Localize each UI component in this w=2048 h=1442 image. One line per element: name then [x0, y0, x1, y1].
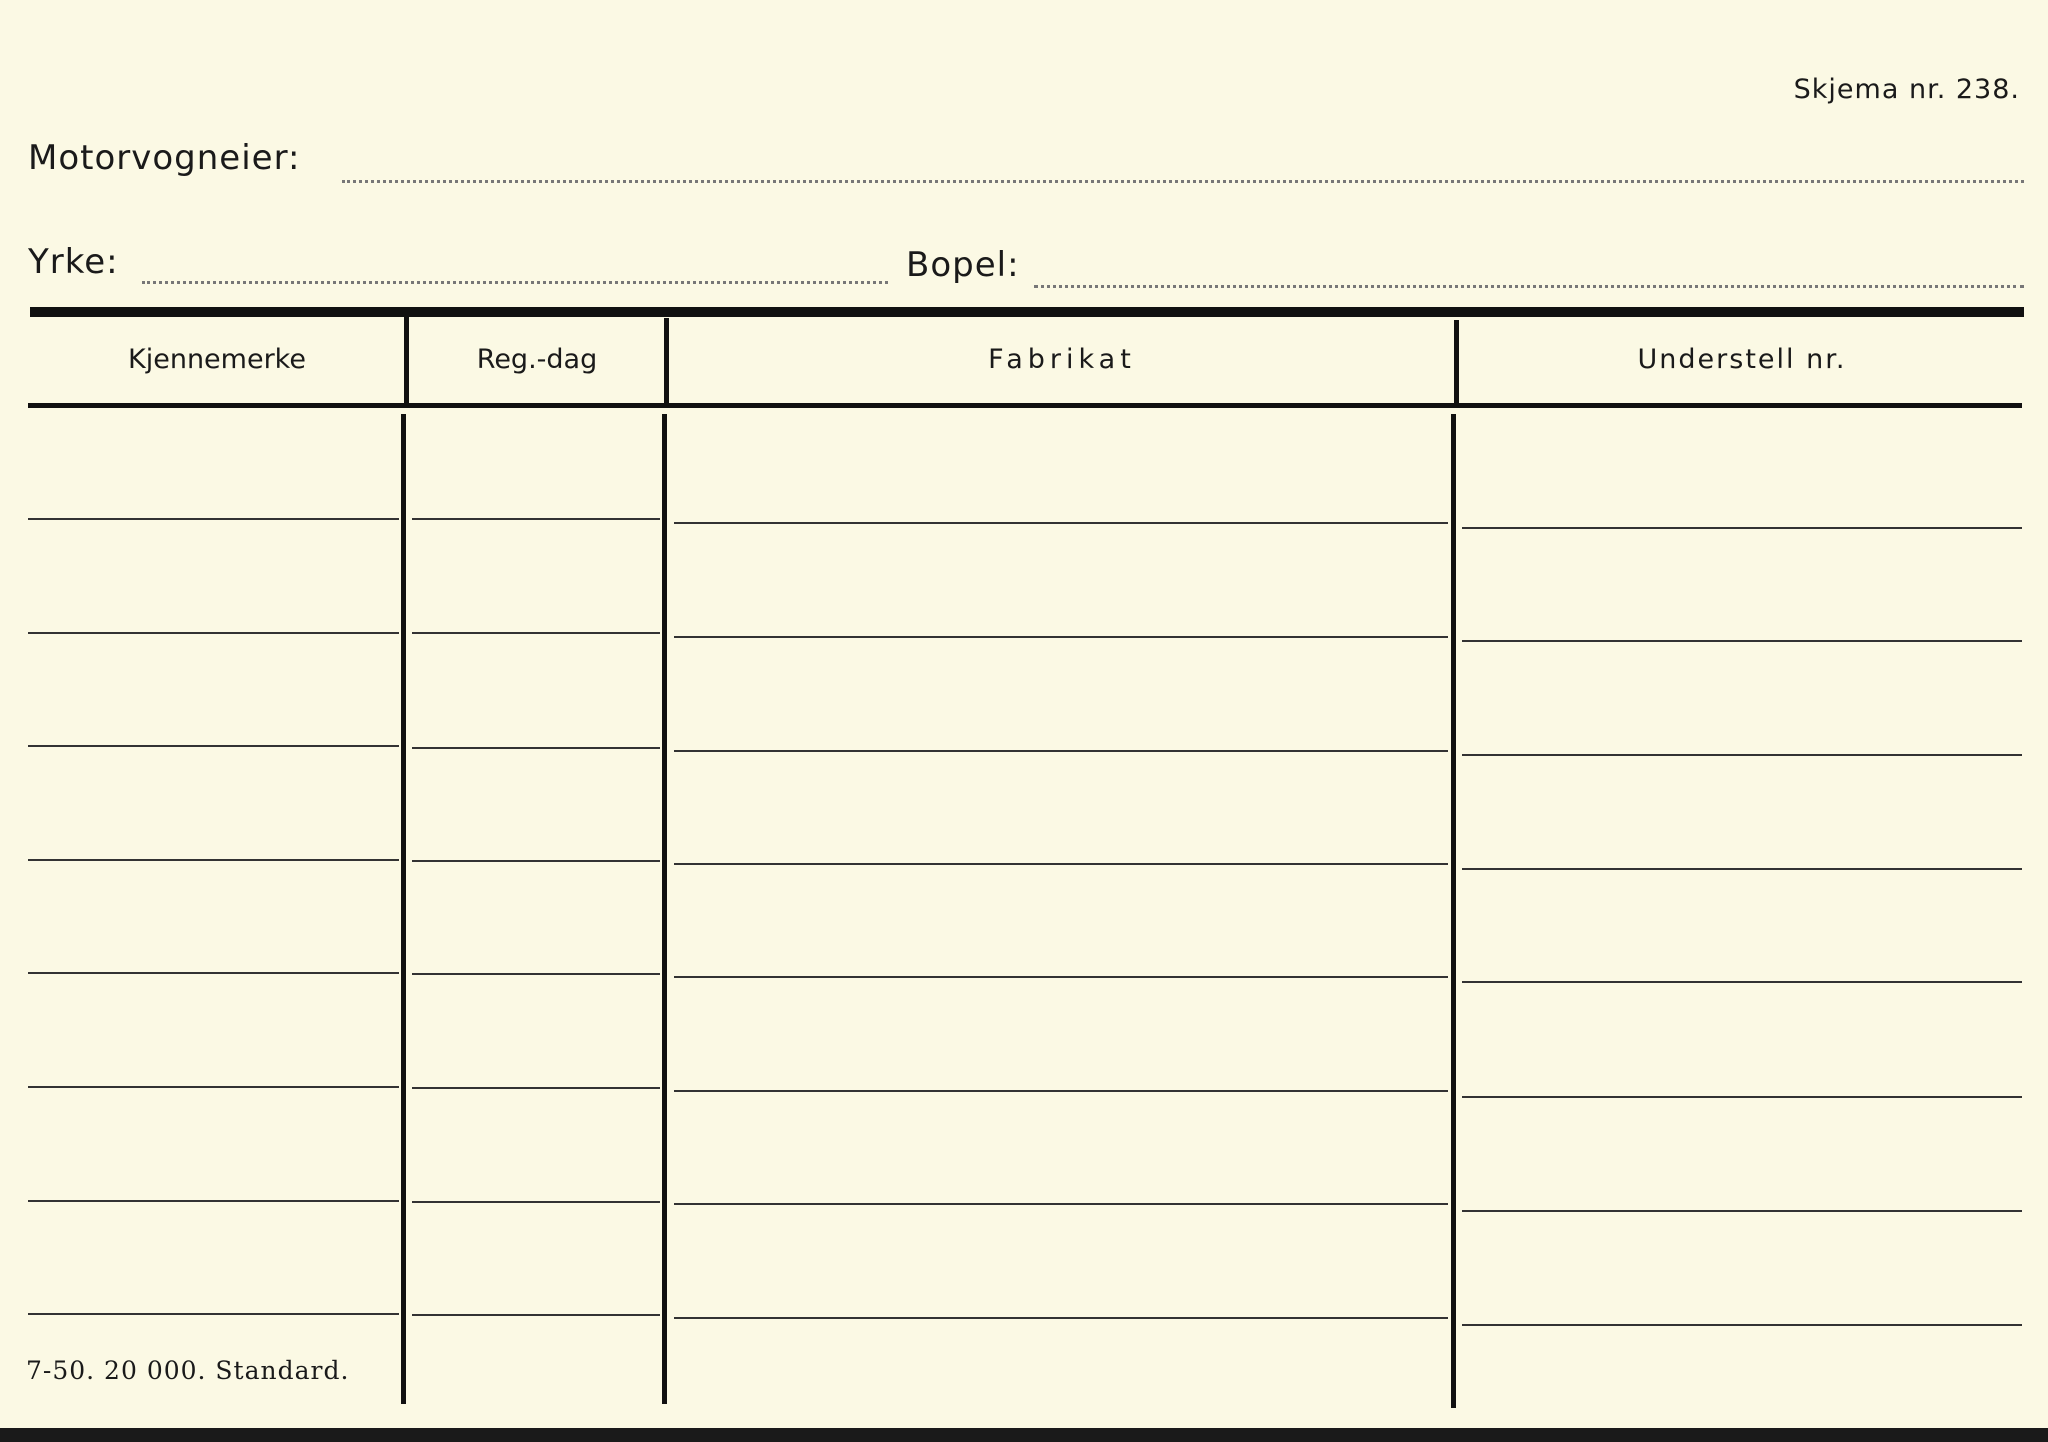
row-line	[1462, 1324, 2022, 1326]
schema-number: Skjema nr. 238.	[1793, 74, 2020, 105]
row-line	[28, 859, 399, 861]
row-line	[1462, 981, 2022, 983]
scan-bottom-edge	[0, 1428, 2048, 1442]
row-line	[412, 518, 660, 520]
occupation-label: Yrke:	[28, 242, 119, 282]
column-divider	[662, 414, 667, 1404]
row-line	[28, 745, 399, 747]
header-rule	[28, 403, 2022, 408]
row-line	[1462, 640, 2022, 642]
row-line	[28, 1086, 399, 1088]
row-line	[412, 973, 660, 975]
row-line	[1462, 1096, 2022, 1098]
top-heavy-rule	[30, 307, 2024, 317]
row-line	[412, 747, 660, 749]
column-divider	[1451, 414, 1456, 1408]
column-divider	[404, 316, 409, 404]
occupation-field[interactable]	[142, 281, 888, 284]
residence-field[interactable]	[1034, 285, 2024, 288]
row-line	[28, 632, 399, 634]
column-divider	[664, 318, 669, 404]
row-line	[412, 1201, 660, 1203]
owner-field[interactable]	[342, 180, 2024, 183]
row-line	[1462, 527, 2022, 529]
row-line	[674, 1090, 1448, 1092]
row-line	[412, 1087, 660, 1089]
column-header-understell: Understell nr.	[1637, 344, 1847, 375]
row-line	[412, 860, 660, 862]
column-divider	[401, 414, 406, 1404]
residence-label: Bopel:	[906, 245, 1020, 285]
row-line	[674, 636, 1448, 638]
row-line	[1462, 868, 2022, 870]
column-header-reg-dag: Reg.-dag	[476, 344, 598, 375]
owner-label: Motorvogneier:	[28, 138, 301, 178]
column-header-kjennemerke: Kjennemerke	[128, 344, 306, 375]
row-line	[28, 1200, 399, 1202]
row-line	[674, 976, 1448, 978]
row-line	[674, 522, 1448, 524]
row-line	[674, 1317, 1448, 1319]
row-line	[674, 750, 1448, 752]
row-line	[28, 518, 399, 520]
row-line	[412, 632, 660, 634]
row-line	[674, 863, 1448, 865]
row-line	[28, 1313, 399, 1315]
row-line	[674, 1203, 1448, 1205]
row-line	[412, 1314, 660, 1316]
print-note: 7-50. 20 000. Standard.	[26, 1356, 350, 1385]
row-line	[1462, 1210, 2022, 1212]
column-divider	[1454, 320, 1459, 406]
row-line	[28, 972, 399, 974]
column-header-fabrikat: Fabrikat	[988, 344, 1136, 375]
row-line	[1462, 754, 2022, 756]
